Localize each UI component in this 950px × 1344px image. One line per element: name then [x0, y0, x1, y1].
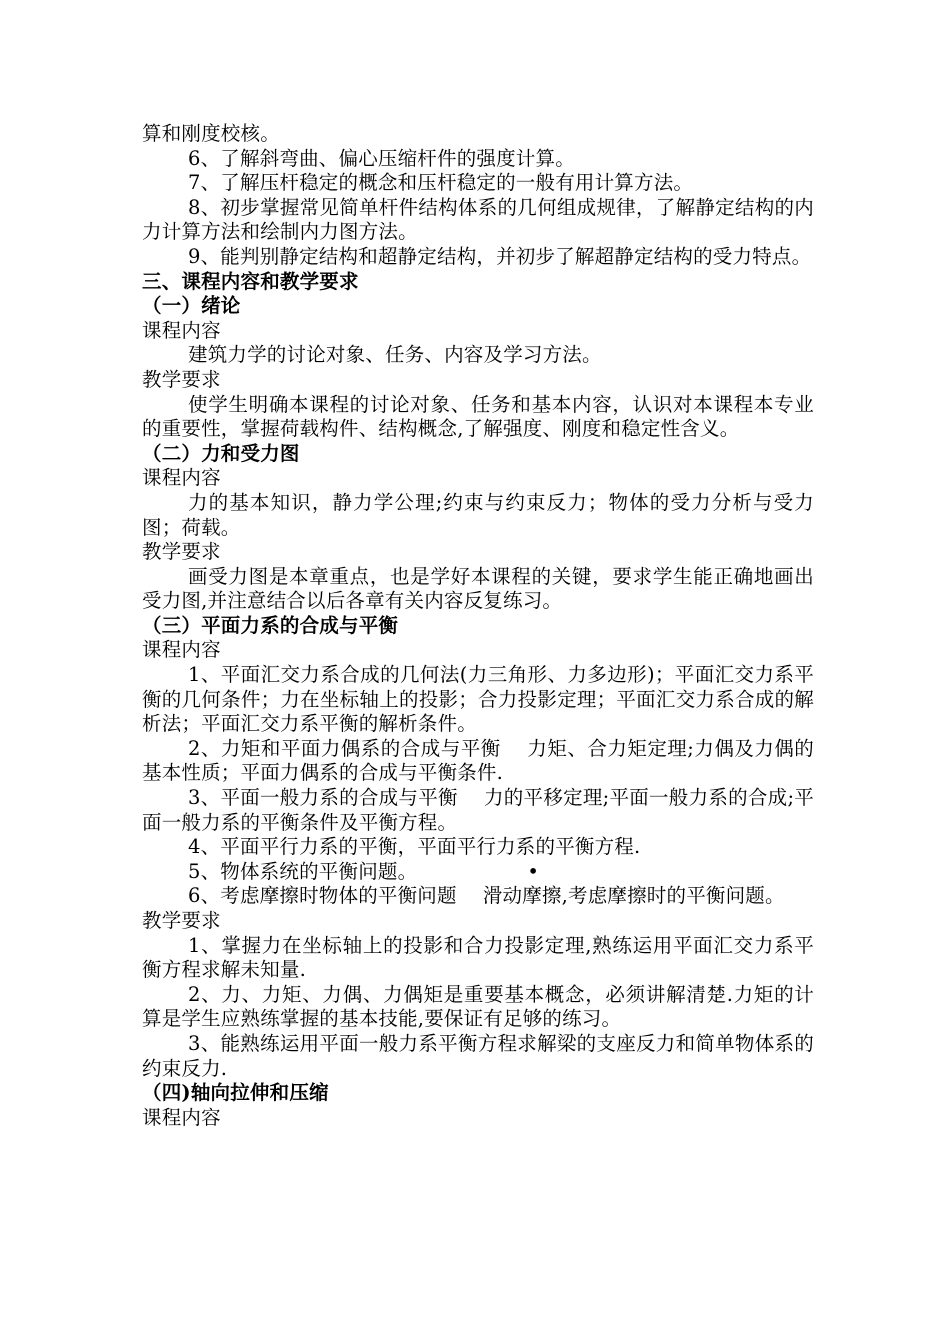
paragraph: 使学生明确本课程的讨论对象、任务和基本内容，认识对本课程本专业的重要性，掌握荷载构件、结构概念,了解强度、刚度和稳定性含义。: [142, 392, 814, 441]
paragraph: 8、初步掌握常见简单杆件结构体系的几何组成规律，了解静定结构的内力计算方法和绘制内力图方法。: [142, 195, 814, 244]
paragraph-with-mark: [142, 860, 814, 885]
content-label: 课程内容: [142, 318, 221, 342]
paragraph: 4、平面平行力系的平衡，平面平行力系的平衡方程.: [188, 835, 641, 859]
paragraph: 3、能熟练运用平面一般力系平衡方程求解梁的支座反力和简单物体系的约束反力.: [142, 1031, 814, 1080]
paragraph: 算和刚度校核。: [142, 122, 280, 145]
paragraph: 1、平面汇交力系合成的几何法(力三角形、力多边形)；平面汇交力系平衡的几何条件；力在坐标轴上的投影；合力投影定理；平面汇交力系合成的解析法；平面汇交力系平衡的解析条件。: [142, 663, 814, 736]
subsection-heading: （二）力和受力图: [142, 441, 300, 465]
paragraph: 9、能判别静定结构和超静定结构，并初步了解超静定结构的受力特点。: [188, 244, 812, 268]
section-heading: 三、课程内容和教学要求: [142, 269, 359, 293]
subsection-heading: （三）平面力系的合成与平衡: [142, 613, 399, 637]
requirement-label: 教学要求: [142, 909, 221, 932]
paragraph: 2、力、力矩、力偶、力偶矩是重要基本概念，必须讲解清楚.力矩的计算是学生应熟练掌握的基本技能,要保证有足够的练习。: [142, 982, 814, 1031]
requirement-label: 教学要求: [142, 367, 221, 391]
document-page: [142, 122, 814, 1130]
paragraph: 1、掌握力在坐标轴上的投影和合力投影定理,熟练运用平面汇交力系平衡方程求解未知量.: [142, 933, 814, 982]
paragraph-text: 5、物体系统的平衡问题。: [188, 859, 418, 883]
paragraph: 2、力矩和平面力偶系的合成与平衡 力矩、合力矩定理;力偶及力偶的基本性质；平面力偶系的合成与平衡条件.: [142, 736, 814, 785]
paragraph: 6、了解斜弯曲、偏心压缩杆件的强度计算。: [188, 146, 575, 170]
content-label: 课程内容: [142, 638, 221, 662]
paragraph: 画受力图是本章重点，也是学好本课程的关键，要求学生能正确地画出受力图,并注意结合以后各章有关内容反复练习。: [142, 564, 814, 613]
bullet-mark: •: [527, 859, 540, 883]
content-label: 课程内容: [142, 1105, 221, 1129]
paragraph: 7、了解压杆稳定的概念和压杆稳定的一般有用计算方法。: [188, 171, 694, 195]
paragraph: 6、考虑摩擦时物体的平衡问题 滑动摩擦,考虑摩擦时的平衡问题。: [188, 884, 785, 908]
paragraph: 力的基本知识，静力学公理;约束与约束反力；物体的受力分析与受力图；荷载。: [142, 490, 814, 539]
paragraph: 建筑力学的讨论对象、任务、内容及学习方法。: [188, 343, 602, 367]
subsection-heading: （四)轴向拉伸和压缩: [142, 1081, 329, 1105]
paragraph: 3、平面一般力系的合成与平衡 力的平移定理;平面一般力系的合成;平面一般力系的平衡条件及平衡方程。: [142, 786, 814, 834]
subsection-heading: （一）绪论: [142, 294, 241, 318]
requirement-label: 教学要求: [142, 540, 221, 564]
content-label: 课程内容: [142, 466, 221, 490]
